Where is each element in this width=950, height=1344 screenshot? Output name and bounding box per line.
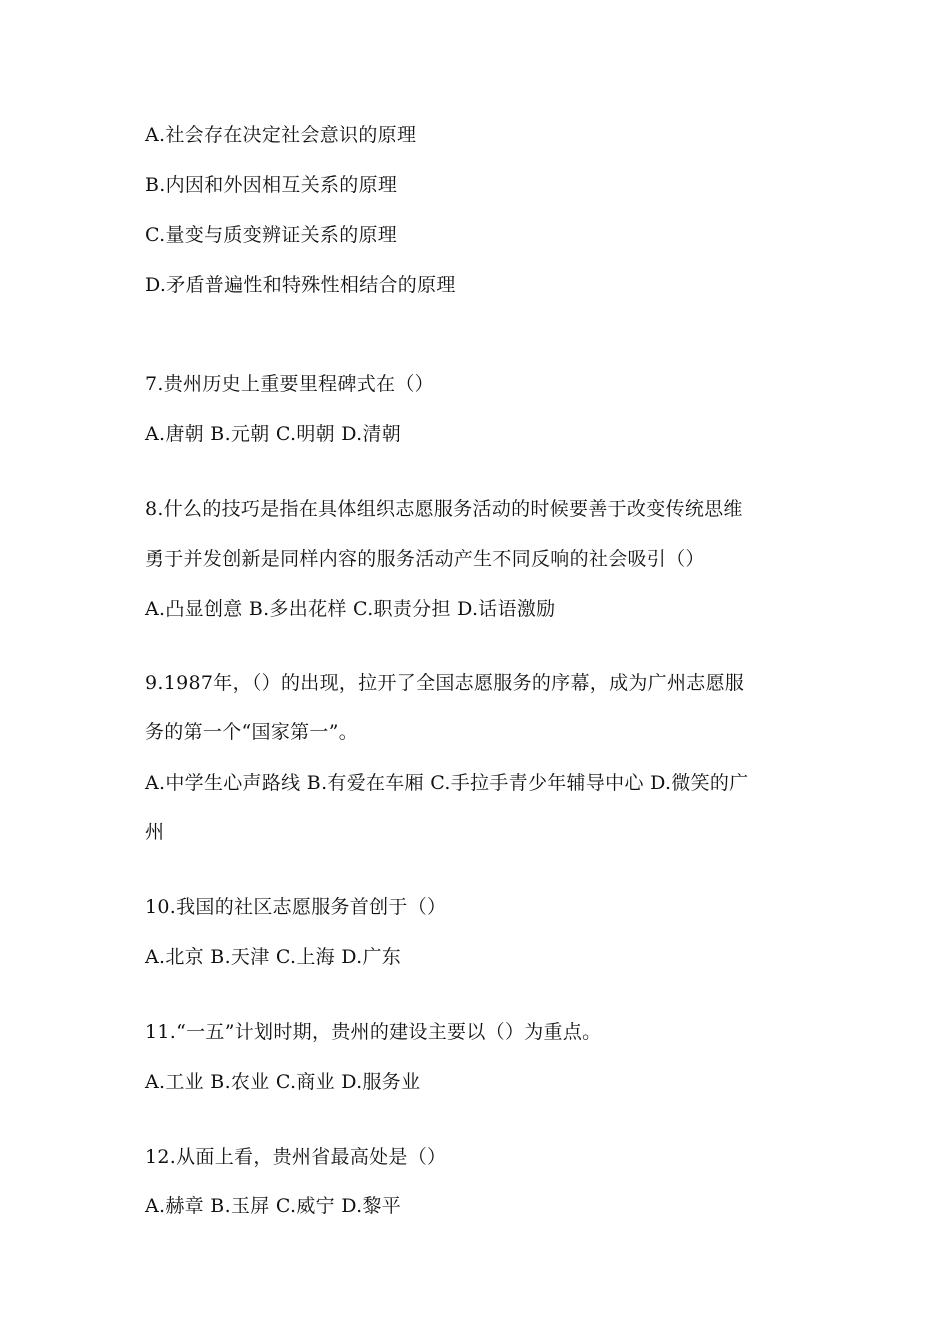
q11-options: A.工业 B.农业 C.商业 D.服务业 bbox=[145, 1071, 421, 1093]
q6-option-c: C.量变与质变辨证关系的原理 bbox=[145, 224, 398, 246]
q6-option-b: B.内因和外因相互关系的原理 bbox=[145, 174, 398, 196]
q11-question: 11.“一五”计划时期，贵州的建设主要以（）为重点。 bbox=[145, 1021, 602, 1043]
q10-question: 10.我国的社区志愿服务首创于（） bbox=[145, 896, 447, 918]
q12-question: 12.从面上看，贵州省最高处是（） bbox=[145, 1146, 447, 1168]
q9-question-cont: 务的第一个“国家第一”。 bbox=[145, 721, 359, 743]
q7-question: 7.贵州历史上重要里程碑式在（） bbox=[145, 373, 434, 395]
q8-question: 8.什么的技巧是指在具体组织志愿服务活动的时候要善于改变传统思维 bbox=[145, 498, 743, 520]
q8-options: A.凸显创意 B.多出花样 C.职责分担 D.话语激励 bbox=[145, 598, 556, 620]
q7-options: A.唐朝 B.元朝 C.明朝 D.清朝 bbox=[145, 423, 402, 445]
q8-question-cont: 勇于并发创新是同样内容的服务活动产生不同反响的社会吸引（） bbox=[145, 548, 705, 570]
q9-question: 9.1987年，（）的出现，拉开了全国志愿服务的序幕，成为广州志愿服 bbox=[145, 672, 745, 694]
q9-options: A.中学生心声路线 B.有爱在车厢 C.手拉手青少年辅导中心 D.微笑的广 bbox=[145, 772, 749, 794]
q6-option-a: A.社会存在决定社会意识的原理 bbox=[145, 124, 417, 146]
q10-options: A.北京 B.天津 C.上海 D.广东 bbox=[145, 946, 402, 968]
q9-options-cont: 州 bbox=[145, 821, 165, 843]
q12-options: A.赫章 B.玉屏 C.威宁 D.黎平 bbox=[145, 1195, 402, 1217]
q6-option-d: D.矛盾普遍性和特殊性相结合的原理 bbox=[145, 274, 456, 296]
